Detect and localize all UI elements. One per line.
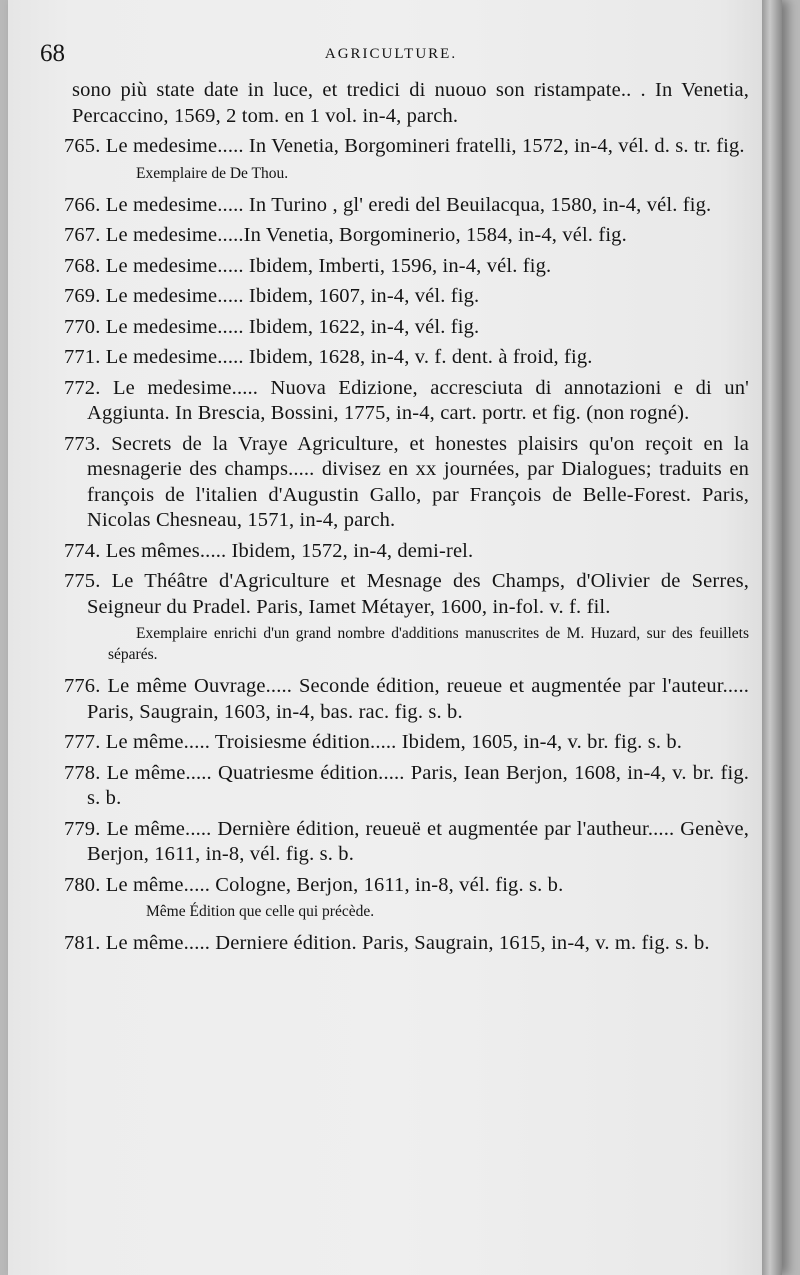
catalogue-entry: [64, 134, 749, 160]
catalogue-entry: [64, 193, 749, 219]
entry-text: Le medesime..... In Turino , gl' eredi del Beuilacqua, 1580, in-4, vél. fig.: [105, 193, 712, 216]
entry-text: Le même..... Quatriesme édition..... Paris, Iean Berjon, 1608, in-4, v. br. fig. s. b.: [87, 761, 749, 809]
entry-text: Le même..... Cologne, Berjon, 1611, in-8, vél. fig. s. b.: [105, 873, 564, 896]
entry-text: Le Théâtre d'Agriculture et Mesnage des Champs, d'Olivier de Serres, Seigneur du Pradel. Paris, Iamet Métayer, 1600, in-fol. v. f. fil.: [87, 570, 749, 618]
entry-note: Exemplaire enrichi d'un grand nombre d'additions manuscrites de M. Huzard, sur des feuillets séparés.: [108, 625, 749, 663]
catalogue-entry: [64, 254, 749, 280]
page-header: [40, 40, 742, 70]
entry-text: Le medesime.....In Venetia, Borgominerio, 1584, in-4, vél. fig.: [105, 224, 627, 246]
catalogue-entry: [64, 315, 749, 341]
page-edge-shadow: [762, 0, 782, 1275]
entry-number: 779.: [64, 817, 101, 840]
entry-number: 781.: [64, 932, 101, 954]
entry-text: Le même..... Derniere édition. Paris, Saugrain, 1615, in-4, v. m. fig. s. b.: [105, 932, 710, 954]
catalogue-entry: [64, 931, 749, 957]
entry-text: Le même..... Dernière édition, reueuë et augmentée par l'autheur..... Genève, Berjon, 1611, in-8, vél. fig. s. b.: [87, 817, 749, 865]
entry-text: Le medesime..... In Venetia, Borgomineri fratelli, 1572, in-4, vél. d. s. tr. fig.: [105, 135, 745, 157]
entry-note: Exemplaire de De Thou.: [136, 164, 289, 182]
entry-text: Le medesime..... Nuova Edizione, accresciuta di annotazioni e di un' Aggiunta. In Brescia, Bossini, 1775, in-4, cart. portr. et fig. (non rogné).: [87, 376, 749, 424]
catalogue-entry: [64, 761, 749, 812]
entry-number: 771.: [64, 346, 101, 368]
entry-note: Même Édition que celle qui précède.: [146, 903, 375, 920]
catalogue-entry: [64, 376, 749, 427]
entry-text: Les mêmes..... Ibidem, 1572, in-4, demi-rel.: [105, 539, 474, 562]
page-number: 68: [40, 40, 65, 67]
book-page: [8, 0, 782, 1275]
entry-number: 767.: [64, 224, 101, 246]
entry-continuation: sono più state date in luce, et tredici di nuouo son ristampate.. . In Venetia, Percaccino, 1569, 2 tom. en 1 vol. in-4, parch.: [72, 79, 749, 127]
entry-text: Secrets de la Vraye Agriculture, et honestes plaisirs qu'on reçoit en la mesnagerie des champs..... divisez en xx journées, par Dialogues; traduits en françois de l'italien d'Augustin Gallo, par François de Belle-Forest. Paris, Nicolas Chesneau, 1571, in-4, parch.: [87, 432, 749, 531]
catalogue-entries: [64, 78, 749, 962]
entry-number: 768.: [64, 254, 101, 277]
entry-number: 780.: [64, 873, 101, 896]
entry-number: 765.: [64, 135, 101, 157]
entry-number: 777.: [64, 731, 101, 753]
entry-text: Le même..... Troisiesme édition..... Ibidem, 1605, in-4, v. br. fig. s. b.: [105, 731, 683, 753]
entry-text: Le medesime..... Ibidem, Imberti, 1596, in-4, vél. fig.: [105, 254, 552, 277]
entry-number: 766.: [64, 193, 101, 216]
catalogue-entry: [64, 345, 749, 371]
entry-number: 778.: [64, 761, 101, 784]
entry-number: 775.: [64, 570, 101, 592]
catalogue-entry: [64, 223, 749, 249]
catalogue-entry: [64, 730, 749, 756]
entry-number: 773.: [64, 432, 101, 455]
catalogue-entry: [64, 873, 749, 899]
catalogue-entry: [64, 817, 749, 868]
entry-number: 776.: [64, 675, 101, 697]
entry-text: Le medesime..... Ibidem, 1622, in-4, vél. fig.: [105, 315, 480, 338]
entry-text: Le medesime..... Ibidem, 1628, in-4, v. f. dent. à froid, fig.: [105, 346, 593, 368]
entry-number: 770.: [64, 315, 101, 338]
catalogue-entry: [64, 569, 749, 620]
entry-text: Le même Ouvrage..... Seconde édition, reueue et augmentée par l'auteur..... Paris, Saugrain, 1603, in-4, bas. rac. fig. s. b.: [87, 675, 750, 723]
catalogue-entry: [64, 432, 749, 534]
catalogue-entry: [64, 539, 749, 565]
entry-number: 769.: [64, 285, 101, 307]
catalogue-entry: [64, 674, 749, 725]
entry-number: 772.: [64, 376, 101, 399]
running-head: AGRICULTURE.: [324, 46, 458, 62]
entry-number: 774.: [64, 539, 101, 562]
catalogue-entry: [64, 284, 749, 310]
entry-text: Le medesime..... Ibidem, 1607, in-4, vél. fig.: [105, 285, 480, 307]
